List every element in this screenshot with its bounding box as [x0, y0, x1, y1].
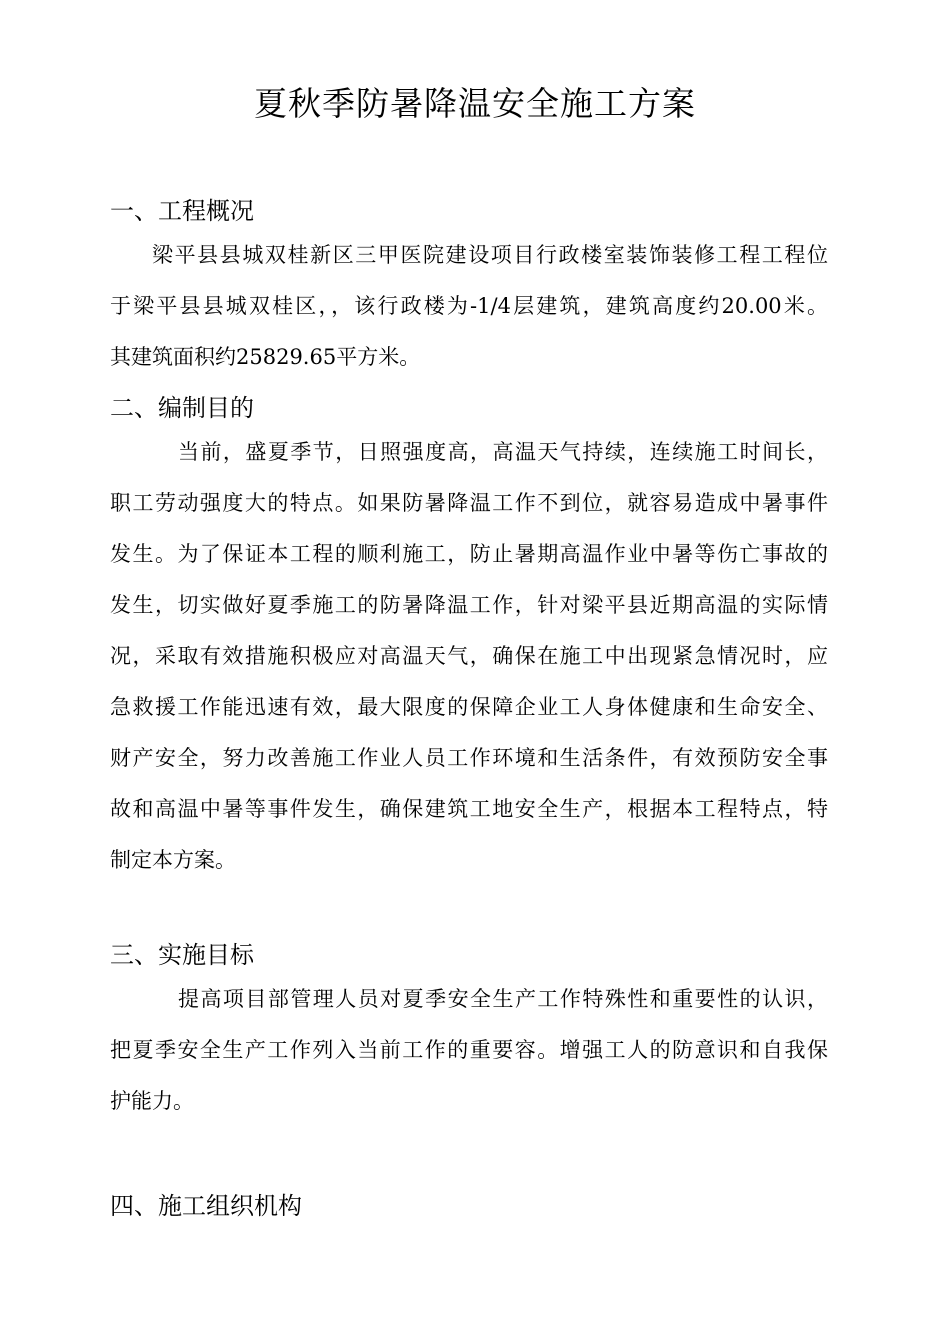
paragraph-line: 发生，切实做好夏季施工的防暑降温工作，针对梁平县近期高温的实际情 — [110, 593, 828, 617]
paragraph-line: 提高项目部管理人员对夏季安全生产工作特殊性和重要性的认识， — [178, 987, 828, 1011]
paragraph-line: 急救援工作能迅速有效，最大限度的保障企业工人身体健康和生命安全、 — [110, 695, 828, 719]
paragraph-line: 发生。为了保证本工程的顺利施工，防止暑期高温作业中暑等伤亡事故的 — [110, 542, 828, 566]
paragraph-line: 于梁平县县城双桂区，，该行政楼为-1/4层建筑，建筑高度约20.00米。 — [110, 294, 828, 318]
paragraph-line: 制定本方案。 — [110, 848, 236, 872]
paragraph-line: 其建筑面积约25829.65平方米。 — [110, 345, 421, 369]
paragraph-line: 护能力。 — [110, 1089, 194, 1113]
section-body-purpose — [110, 427, 828, 886]
section-body-goals — [110, 974, 828, 1127]
section-body-overview — [110, 230, 828, 383]
section-heading-overview: 一、工程概况 — [110, 197, 254, 225]
paragraph-line: 把夏季安全生产工作列入当前工作的重要容。增强工人的防意识和自我保 — [110, 1038, 828, 1062]
paragraph-line: 当前，盛夏季节，日照强度高，高温天气持续，连续施工时间长， — [178, 440, 828, 464]
section-heading-purpose: 二、编制目的 — [110, 394, 254, 422]
paragraph-line: 财产安全，努力改善施工作业人员工作环境和生活条件，有效预防安全事 — [110, 746, 828, 770]
document-title: 夏秋季防暑降温安全施工方案 — [254, 84, 696, 123]
section-heading-goals: 三、实施目标 — [110, 941, 254, 969]
paragraph-line: 况，采取有效措施积极应对高温天气，确保在施工中出现紧急情况时，应 — [110, 644, 828, 668]
paragraph-line: 职工劳动强度大的特点。如果防暑降温工作不到位，就容易造成中暑事件 — [110, 491, 828, 515]
section-heading-organization: 四、施工组织机构 — [110, 1192, 302, 1220]
paragraph-line: 梁平县县城双桂新区三甲医院建设项目行政楼室装饰装修工程工程位 — [152, 243, 828, 267]
paragraph-line: 故和高温中暑等事件发生，确保建筑工地安全生产，根据本工程特点，特 — [110, 797, 828, 821]
